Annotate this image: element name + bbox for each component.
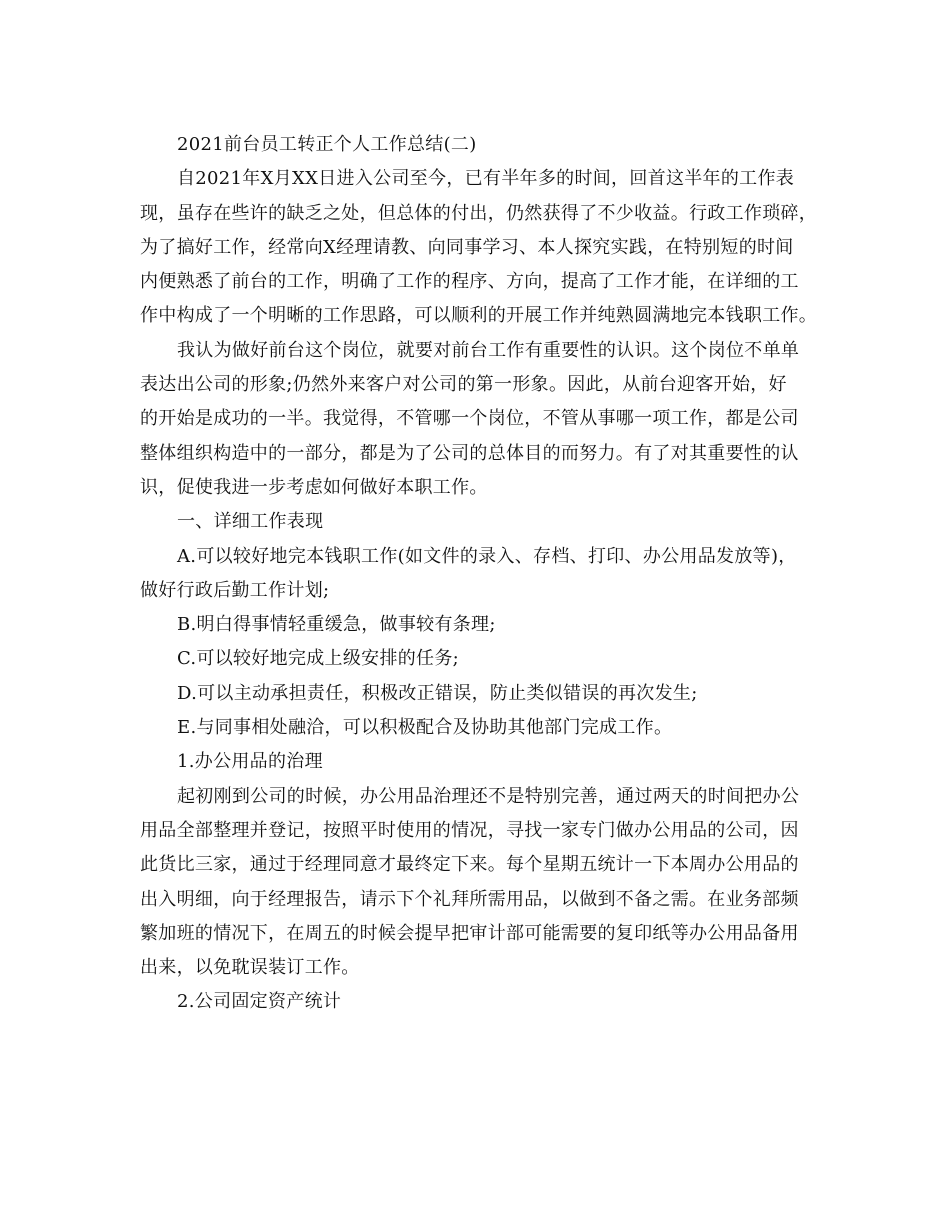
document-line: 用品全部整理并登记，按照平时使用的情况，寻找一家专门做办公用品的公司，因 [140,819,799,841]
document-line: 现，虽存在些许的缺乏之处，但总体的付出，仍然获得了不少收益。行政工作琐碎， [140,202,818,224]
document-line: A.可以较好地完本钱职工作(如文件的录入、存档、打印、办公用品发放等)， [177,545,797,567]
document-line: 我认为做好前台这个岗位，就要对前台工作有重要性的认识。这个岗位不单单 [177,339,800,361]
document-line: 一、详细工作表现 [177,511,324,533]
document-body [140,128,820,1020]
document-line: 2.公司固定资产统计 [177,991,342,1013]
document-line: 出入明细，向于经理报告，请示下个礼拜所需用品，以做到不备之需。在业务部频 [140,888,799,910]
document-line: B.明白得事情轻重缓急，做事较有条理; [177,614,496,636]
document-line: 作中构成了一个明晰的工作思路，可以顺利的开展工作并纯熟圆满地完本钱职工作。 [140,305,818,327]
document-line: E.与同事相处融洽，可以积极配合及协助其他部门完成工作。 [177,717,673,739]
document-line: 的开始是成功的一半。我觉得，不管哪一个岗位，不管从事哪一项工作，都是公司 [140,408,799,430]
document-line: 繁加班的情况下，在周五的时候会提早把审计部可能需要的复印纸等办公用品备用 [140,922,799,944]
document-line: C.可以较好地完成上级安排的任务; [177,648,460,670]
document-line: 做好行政后勤工作计划; [140,579,330,601]
document-line: 自2021年X月XX日进入公司至今，已有半年多的时间，回首这半年的工作表 [177,168,795,190]
document-line: 整体组织构造中的一部分，都是为了公司的总体目的而努力。有了对其重要性的认 [140,442,799,464]
document-line: 识，促使我进一步考虑如何做好本职工作。 [140,476,488,498]
document-line: 内便熟悉了前台的工作，明确了工作的程序、方向，提高了工作才能，在详细的工 [140,271,799,293]
document-line: D.可以主动承担责任，积极改正错误，防止类似错误的再次发生; [177,682,698,704]
document-line: 1.办公用品的治理 [177,751,323,773]
document-line: 出来，以免耽误装订工作。 [140,957,360,979]
document-line: 此货比三家，通过于经理同意才最终定下来。每个星期五统计一下本周办公用品的 [140,854,799,876]
document-line: 表达出公司的形象;仍然外来客户对公司的第一形象。因此，从前台迎客开始，好 [140,374,787,396]
document-line: 为了搞好工作，经常向X经理请教、向同事学习、本人探究实践，在特别短的时间 [140,236,794,258]
document-line: 起初刚到公司的时候，办公用品治理还不是特别完善，通过两天的时间把办公 [177,785,800,807]
document-line: 2021前台员工转正个人工作总结(二) [177,134,477,155]
